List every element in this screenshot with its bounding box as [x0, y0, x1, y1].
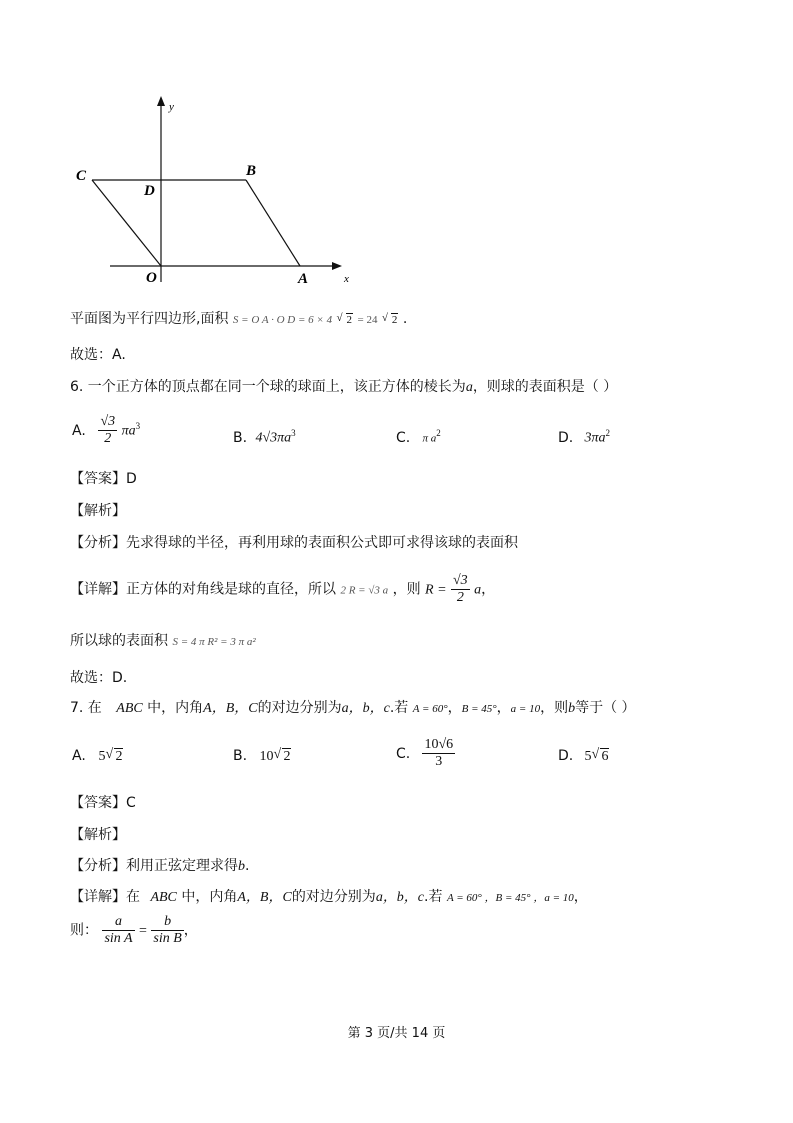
q7-option-c: C. $\frac{10√6}{3}$ — [396, 737, 454, 769]
q7-option-d: D. 5√ 6 — [558, 747, 609, 766]
edge-BA — [246, 180, 300, 266]
label-y: y — [169, 101, 174, 113]
q7-jiexi: 【解析】 — [70, 827, 126, 843]
label-C: C — [76, 168, 87, 184]
label-B: B — [246, 163, 257, 179]
q7-formula: 则： $\frac{a}{\text{sin A}}$ = $\frac{b}{\text{sin B}}$ ， — [70, 914, 198, 946]
label-O: O — [146, 270, 157, 286]
q7-analysis: 【分析】利用正弦定理求得b. — [70, 858, 250, 874]
q7-answer: 【答案】C — [70, 795, 136, 811]
page-footer: 第 3 页/共 14 页 — [347, 1026, 446, 1041]
parallelogram-figure — [70, 92, 370, 292]
q6-detail: 【详解】正方体的对角线是球的直径，所以 2 R = √3 a ，则 R = $\frac{√3}{2}$ a， — [70, 573, 496, 605]
q6-analysis: 【分析】先求得球的半径，再利用球的表面积公式即可求得该球的表面积 — [70, 535, 518, 551]
q6-option-b: B. $4√3\pi a^3$ — [233, 428, 296, 446]
q7-detail: 【详解】在 ABC 中，内角A，B，C的对边分别为a，b，c.若 A = 60° ，B = 45° ，a = 10， — [70, 889, 588, 905]
q6-option-c: C. π $a^2$ — [396, 428, 441, 446]
y-axis-arrow — [157, 96, 165, 106]
label-A: A — [298, 271, 309, 287]
x-axis-arrow — [332, 262, 342, 270]
q6-answer: 【答案】D — [70, 471, 137, 487]
q7-option-a: A. 5√ 2 — [72, 747, 123, 766]
q7-stem: 7. 在 ABC 中，内角A，B，C的对边分别为a，b，c.若 A = 60°，B = 45°，a = 10，则b等于（ ） — [70, 700, 636, 716]
q6-option-d: D. $3\pi a^2$ — [558, 428, 610, 446]
label-D: D — [144, 183, 155, 199]
q6-choose: 故选：D. — [70, 670, 128, 686]
area-formula: S = O A · O D = 6 × 4 — [232, 314, 333, 326]
area-line: 平面图为平行四边形,面积 S = O A · O D = 6 × 4 √ 2 = 24 √ 2 . — [70, 310, 407, 329]
q6-stem: 6. 一个正方体的顶点都在同一个球的球面上，该正方体的棱长为a，则球的表面积是（ ） — [70, 379, 618, 395]
q6-surface: 所以球的表面积 S = 4 π R² = 3 π a² — [70, 633, 256, 649]
label-x: x — [344, 273, 349, 285]
prev-choose: 故选：A. — [70, 347, 126, 363]
q6-jiexi: 【解析】 — [70, 503, 126, 519]
q7-option-b: B. 10√ 2 — [233, 747, 291, 766]
q6-option-a: A. $\frac{√3}{2}$ $\pi a^3$ — [72, 414, 141, 446]
